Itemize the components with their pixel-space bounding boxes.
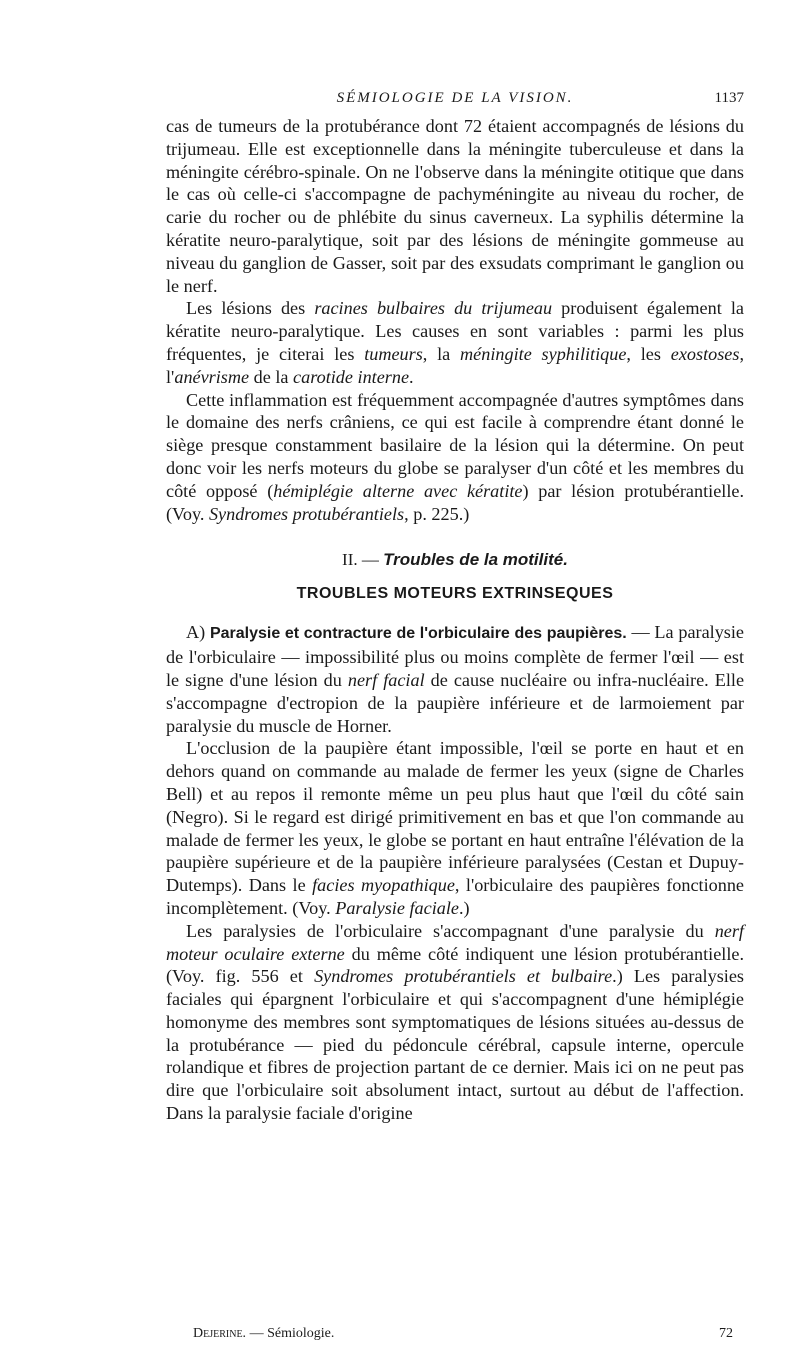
section-heading [166, 549, 744, 571]
italic-term: tumeurs [364, 343, 423, 364]
italic-term: anévrisme [174, 366, 250, 387]
bold-heading: Paralysie et contracture de l'orbiculaire des paupières. [209, 625, 627, 643]
text-run: , les [626, 343, 671, 364]
text-run: . [409, 366, 414, 387]
text-run: Les paralysies de l'orbiculaire s'accompagnant d'une paralysie du [186, 920, 715, 941]
text-run: , l' [166, 343, 744, 387]
subheading: TROUBLES MOTEURS EXTRINSEQUES [296, 585, 614, 603]
running-header [166, 90, 744, 114]
text-run: , l'orbiculaire des paupières fonctionne incomplètement. (Voy. [166, 875, 745, 918]
text-run: ) par lésion protubérantielle. (Voy. [166, 480, 744, 524]
text-run: .) [458, 897, 470, 918]
footer-author: Dejerine. [193, 1326, 247, 1341]
italic-term: exostoses [670, 343, 740, 364]
text-run: de la [249, 366, 294, 387]
italic-term: racines bulbaires du trijumeau [314, 298, 553, 319]
page-number: 1137 [714, 90, 744, 106]
section-title-text: Troubles de la motilité. [383, 550, 568, 570]
italic-term: Syndromes protubérantiels et bulbaire [314, 966, 613, 987]
running-title: SÉMIOLOGIE DE LA VISION. [336, 90, 574, 106]
paragraph-1: cas de tumeurs de la protubérance dont 72 étaient accompagnés de lésions du trijumeau. Elle est exceptionnelle dans la méningite tuberculeuse et dans la méningite cérébro-spinale. On ne l'observe dans la méningite otitique que dans le cas où celle-ci s'accompagne de pachyméningite au niveau du rocher, de carie du rocher ou de phlébite du sinus caverneux. La syphilis détermine la kératite neuro-paralytique, soit par des lésions de méningite gommeuse au niveau du ganglion de Gasser, soit par des exsudats comprimant le ganglion ou le nerf. [166, 116, 744, 296]
footer-separator: — [246, 1326, 268, 1341]
text-run: , la [422, 343, 461, 364]
italic-term: Syndromes protubérantiels [208, 503, 405, 524]
italic-term: facies myopathique [312, 875, 455, 896]
text-run: Cette inflammation est fréquemment accompagnée d'autres symptômes dans le domaine des nerfs crâniens, ce qui est facile à comprendre étant donné le siège presque constamment basilaire de la lésion qui la détermine. On peut donc voir les nerfs moteurs du globe se paralyser d'un côté et les membres du côté opposé ( [166, 389, 744, 501]
text-body [166, 115, 744, 1125]
italic-term: Paralysie faciale [335, 897, 459, 918]
paragraph-6 [166, 920, 744, 1125]
text-run: Les lésions des [186, 298, 315, 319]
section-number: II. — [342, 550, 384, 570]
text-run: , p. 225.) [404, 503, 470, 524]
paragraph-4 [166, 621, 744, 737]
italic-term: méningite syphilitique [460, 343, 627, 364]
italic-term: nerf moteur oculaire externe [166, 920, 744, 964]
text-run: du même côté indiquent une lésion protubérantielle. (Voy. fig. 556 et [166, 943, 744, 987]
signature-mark: 72 [719, 1326, 733, 1341]
text-run: A) [186, 622, 210, 643]
text-run: .) Les paralysies faciales qui épargnent l'orbiculaire et qui s'accompagnent d'une hémiplégie homonyme des membres sont symptomatiques de lésions situées au-dessus de la protubérance — pied du pédoncule cérébral, capsule interne, opercule rolandique et fibres de projection partant de ce dernier. Mais ici on ne peut pas dire que l'orbiculaire soit absolument intact, surtout au début de l'affection. Dans la paralysie faciale d'origine [166, 966, 744, 1124]
paragraph-5 [166, 737, 744, 919]
paragraph-3 [166, 389, 744, 526]
text-run: de cause nucléaire ou infra-nucléaire. Elle s'accompagne d'ectropion de la paupière inférieure et de larmoiement par paralysie du muscle de Horner. [166, 669, 745, 736]
italic-term: carotide interne [293, 366, 410, 387]
paragraph-2 [166, 297, 744, 388]
italic-term: hémiplégie alterne avec kératite [273, 480, 523, 501]
italic-term: nerf facial [347, 669, 425, 690]
text-run: L'occlusion de la paupière étant impossible, l'œil se porte en haut et en dehors quand on commande au malade de fermer les yeux (signe de Charles Bell) et au repos il remonte même un peu plus haut que l'œil du côté sain (Negro). Si le regard est dirigé primitivement en bas et que l'on commande au malade de fermer les yeux, le globe se portant en haut entraîne l'élévation de la paupière supérieure et de la paupière inférieure paralysées (Cestan et Dupuy-Dutemps). Dans le [166, 738, 744, 896]
page-footer [193, 1326, 733, 1342]
text-run: produisent également la kératite neuro-paralytique. Les causes en sont variables : parmi les plus fréquentes, je citerai les [166, 298, 744, 364]
text-run: — La paralysie de l'orbiculaire — impossibilité plus ou moins complète de fermer l'œil — est le signe d'une lésion du [166, 622, 745, 690]
footer-book: Sémiologie. [267, 1326, 335, 1341]
